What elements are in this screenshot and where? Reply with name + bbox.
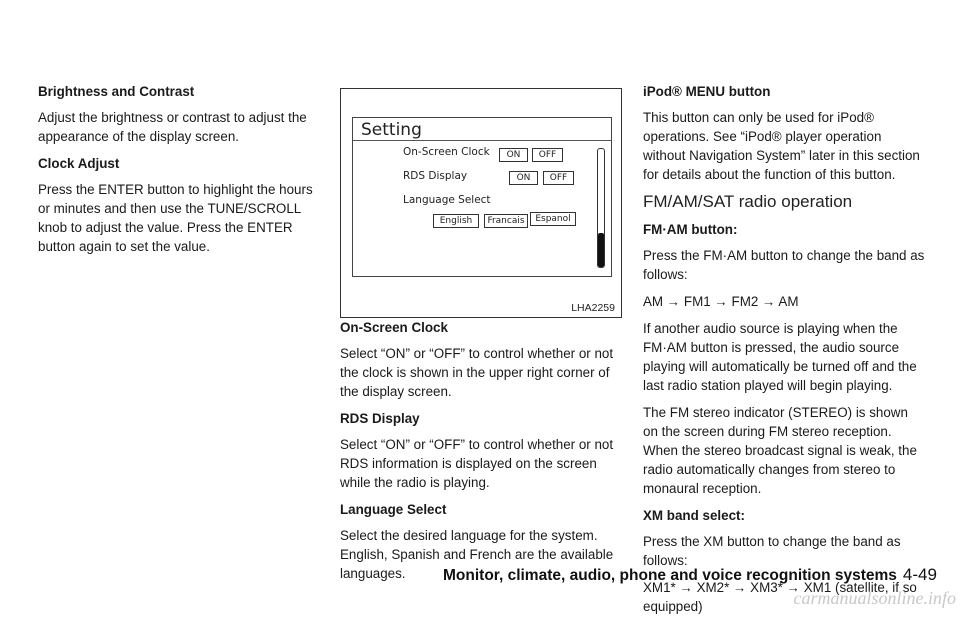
fmam-button-text: Press the FM·AM button to change the band as follows: (643, 248, 925, 282)
section-title: Monitor, climate, audio, phone and voice recognition systems (443, 567, 897, 584)
onscreen-clock-text: Select “ON” or “OFF” to control whether or not the clock is shown in the upper right corner of the display screen. (340, 346, 614, 399)
radio-operation-heading: FM/AM/SAT radio operation (643, 192, 853, 211)
page-number: 4-49 (902, 565, 937, 584)
page-footer (443, 565, 937, 585)
onscreen-clock-heading: On-Screen Clock (340, 320, 448, 335)
right-column (643, 82, 925, 624)
screen-title: Setting (361, 120, 422, 140)
language-select-label: Language Select (403, 194, 491, 206)
clock-on-button[interactable]: ON (499, 148, 528, 162)
screen-divider (353, 140, 611, 141)
stereo-indicator-text: The FM stereo indicator (STEREO) is shown on the screen during FM stereo reception. When the stereo broadcast signal is weak, the radio automatically changes from stereo to monaural reception. (643, 405, 917, 496)
setting-screen (352, 117, 612, 277)
fmam-other-source-text: If another audio source is playing when the FM·AM button is pressed, the audio source playing will automatically be turned off and the last radio station played will begin playing. (643, 321, 917, 393)
watermark: carmanualsonline.info (793, 588, 956, 608)
left-column (38, 82, 320, 264)
clock-off-button[interactable]: OFF (532, 148, 563, 162)
brightness-heading: Brightness and Contrast (38, 84, 195, 99)
figure-code: LHA2259 (571, 302, 615, 314)
language-select-text: Select the desired language for the system. English, Spanish and French are the available languages. (340, 528, 614, 581)
ipod-menu-text: This button can only be used for iPod® operations. See “iPod® player operation without Navigation System” later in this section for details about the function of this button. (643, 110, 920, 182)
xm-band-text: Press the XM button to change the band as follows: (643, 534, 901, 568)
rds-display-text: Select “ON” or “OFF” to control whether or not RDS information is displayed on the screen while the radio is playing. (340, 437, 614, 490)
ipod-menu-heading: iPod® MENU button (643, 84, 771, 99)
xm-band-heading: XM band select: (643, 508, 745, 523)
setting-screen-figure (340, 88, 622, 318)
fmam-sequence: AM → FM1 → FM2 → AM (643, 294, 799, 309)
onscreen-clock-label: On-Screen Clock (403, 146, 490, 158)
scroll-thumb[interactable] (598, 233, 604, 267)
rds-display-heading: RDS Display (340, 411, 420, 426)
rds-off-button[interactable]: OFF (543, 171, 574, 185)
middle-column (340, 318, 622, 591)
scrollbar[interactable] (597, 148, 605, 268)
rds-display-label: RDS Display (403, 170, 468, 182)
clock-adjust-heading: Clock Adjust (38, 156, 120, 171)
xm-sequence: XM1* → XM2* → XM3* → XM1 (satellite, if so equipped) (643, 580, 917, 614)
clock-adjust-text: Press the ENTER button to highlight the hours or minutes and then use the TUNE/SCROLL knob to adjust the value. Press the ENTER button again to set the value. (38, 182, 313, 254)
espanol-button[interactable]: Espanol (530, 212, 576, 226)
language-select-heading: Language Select (340, 502, 447, 517)
english-button[interactable]: English (433, 214, 479, 228)
brightness-text: Adjust the brightness or contrast to adjust the appearance of the display screen. (38, 110, 307, 144)
francais-button[interactable]: Francais (484, 214, 528, 228)
rds-on-button[interactable]: ON (509, 171, 538, 185)
fmam-button-heading: FM·AM button: (643, 222, 738, 237)
